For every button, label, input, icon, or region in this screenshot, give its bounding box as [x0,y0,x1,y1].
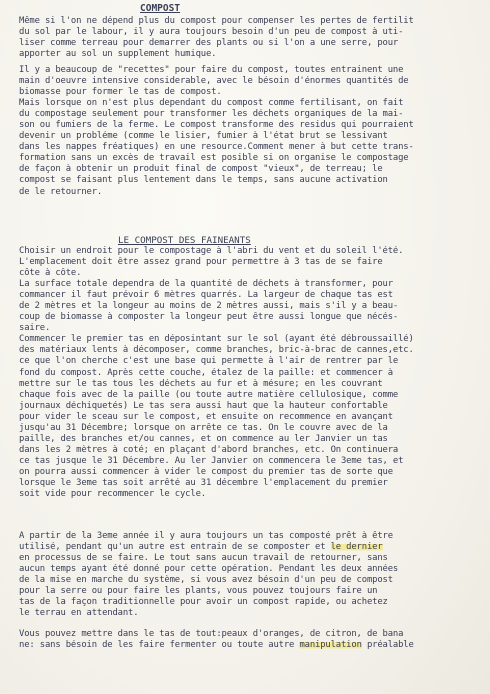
text-line: du compostage seulement pour transformer les déchets organiques de la mai- [19,109,404,120]
text-line: de façon à obtenir un produit final de compost "vieux", de terreau; le [19,164,383,175]
text-line: utilisé, pendant qu'un autre est entrain de se composter et le dernier [19,542,383,553]
text-line: ce tas jusque le 31 Décembre. Au ler Janvier on commencera le 3eme tas, et [19,455,404,466]
text-line: journaux déchiquetés) Le tas sera aussi haut que la hauteur confortable [19,400,388,411]
text-line: dans les nappes fréatiques) en une resource.Comment mener à but cette trans- [19,142,414,153]
text-line: de 2 mètres et la longeur au moins de 2 mètres aussi, mais s'il y a beau- [19,301,399,312]
text-line: le terrau en attendant. [19,608,139,619]
text-line: côte à côte. [19,268,82,279]
text-line: L'emplacement doit être assez grand pour permettre à 3 tas de se faire [19,257,383,268]
text-line: Choisir un endroit pour le compostage à l'abri du vent et du soleil l'été. [19,246,404,256]
text-line: A partir de la 3eme année il y aura toujours un tas composté prêt à être [19,531,393,541]
text-line: Commencer le premier tas en déposintant sur le sol (ayant été débroussaillé) [19,334,414,345]
text-line: saire. [19,323,51,334]
text-line: pour la serre ou pour faire les plants, vous pouvez toujours faire un [19,586,378,597]
text-line: La surface totale dependra de la quantité de déchets à transformer, pour [19,279,393,290]
text-line: Mais lorsque on n'est plus dependant du compost comme fertilisant, on fait [19,98,404,109]
paragraph-third-year [19,531,481,619]
text-line: Il y a beaucoup de "recettes" pour faire du compost, toutes entrainent une [19,65,404,75]
text-line: jusqu'au 31 Décembre; lorsque on arrête ce tas. On le couvre avec de la [19,422,388,433]
text-line: chaque fois avec de la paille (ou toute autre matière cellulosique, comme [19,389,399,400]
paragraph-recettes [19,65,481,198]
paragraph-ingredients [19,629,481,651]
text-line: en processus de se faire. Le tout sans aucun travail de retourner, sans [19,553,388,564]
text-line: compost se faisant plus lentement dans le temps, sans aucune activation [19,175,388,186]
highlighted-phrase: manipulation [299,640,362,651]
text-line: main d'oeuvre intensive considerable, avec le bésoin d'énormes quantités de [19,76,409,87]
text-line: son ou fumiers de la ferme. Le compost transforme des residus qui pourraient [19,120,414,131]
text-line: lorsque le 3eme tas soit arrêté au 31 décembre l'emplacement du premier [19,477,388,488]
text-line: aucun temps ayant été donné pour cette opération. Pendant les deux années [19,564,399,575]
text-line: Vous pouvez mettre dans le tas de tout:peaux d'oranges, de citron, de bana [19,629,404,639]
section-heading: LE COMPOST DES FAINEANTS [118,235,251,246]
text-line: pour vider le sceau sur le compost, et ensuite on recommence en avançant [19,411,393,422]
paragraph-intro [19,16,481,60]
text-line: de le retourner. [19,186,103,197]
text-line: du sol par le labour, il y aura toujours besoin d'un peu de compost à uti- [19,27,404,38]
text-line: tas de la façon traditionnelle pour avoir un compost rapide, ou achetez [19,597,388,608]
text-line: coup de biomasse à composter la longeur peut être aussi longue que nécés- [19,312,399,323]
text-line: on pourra aussi commencer à vider le compost du premier tas de sorte que [19,466,393,477]
text-line: formation sans un excès de travail est posible si on organise le compostage [19,153,409,164]
document-title: COMPOST [140,3,181,14]
text-line: des matériaux lents à décomposer, comme branches, bric-à-brac de cannes,etc. [19,345,414,356]
text-line: dans les 2 mètres à coté; en plaçant d'abord branches, etc. On continuera [19,444,399,455]
text-line: soit vide pour recommencer le cycle. [19,489,206,500]
text-line: devenir un probléme (comme le lisier, fumier à l'état brut se lessivant [19,131,388,142]
text-line: ce que l'on cherche c'est une base qui permette à l'air de rentrer par le [19,356,399,367]
text-line: Même si l'on ne dépend plus du compost pour compenser les pertes de fertilit [19,16,414,26]
text-line: biomasse pour former le tas de compost. [19,87,222,98]
text-line: mettre sur le tas tous les déchets au fur et à mésure; en les couvrant [19,378,383,389]
text-line: de la mise en marche du système, si vous avez bésoin d'un peu de compost [19,575,393,586]
text-line: fond du compost. Après cette couche, étalez de la paille: et commencer à [19,367,393,378]
highlighted-phrase: le dernier [330,542,383,553]
text-line: commancer il faut prévoir 6 mètres quarrés. La largeur de chaque tas est [19,290,393,301]
text-line: ne: sans bésoin de les faire fermenter ou toute autre manipulation préalable [19,640,414,651]
text-line: apporter au sol un supplement humique. [19,49,217,60]
text-line: paille, des branches et/ou cannes, et on commence au ler Janvier un tas [19,433,388,444]
paragraph-method [19,246,481,500]
text-line: liser comme terreau pour demarrer des plants ou si l'on a une serre, pour [19,38,399,49]
